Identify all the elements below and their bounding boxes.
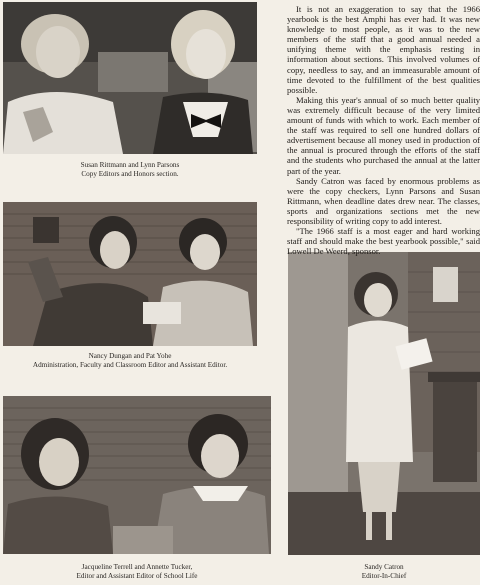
- photo-catron: [288, 252, 480, 555]
- caption-photo3-names: Jacqueline Terrell and Annette Tucker,: [81, 563, 193, 571]
- caption-photo2: [3, 352, 257, 370]
- caption-photo2-role: Administration, Faculty and Classroom Editor and Assistant Editor.: [32, 361, 228, 369]
- photo-terrell-tucker: [3, 396, 271, 554]
- caption-photo4: [288, 563, 480, 581]
- caption-photo4-role: Editor-In-Chief: [361, 572, 407, 580]
- caption-photo3: [3, 563, 271, 581]
- caption-photo1: [3, 161, 257, 179]
- caption-photo4-name: Sandy Catron: [364, 563, 404, 571]
- article-paragraph: Sandy Catron was faced by enormous problems as were the copy checkers, Lynn Parsons and Susan Rittmann, when deadline dates drew near. The classes, sports and organizations sections met the new responsibility of writing copy to add interest.: [287, 175, 480, 226]
- article-text: [287, 4, 480, 256]
- article-paragraph: Making this year's annual of so much better quality was extremely difficult because of the very limited amount of funds with which to work. Each member of the staff was required to sell one hundred dollars of advertisement because all money used in production of the annual is procured through the efforts of the staff and the students who purchased the annual at the latter part of the year.: [287, 94, 480, 176]
- caption-photo1-names: Susan Rittmann and Lynn Parsons: [80, 161, 180, 169]
- caption-photo1-role: Copy Editors and Honors section.: [81, 170, 179, 178]
- photo-rittmann-parsons: [3, 2, 257, 154]
- caption-photo2-names: Nancy Dungan and Pat Yohe: [88, 352, 172, 360]
- caption-photo3-role: Editor and Assistant Editor of School Life: [76, 572, 198, 580]
- photo-dungan-yohe: [3, 202, 257, 346]
- article-paragraph: "The 1966 staff is a most eager and hard working staff and should make the best yearbook possible," said Lowell De Weerd, sponsor.: [287, 226, 480, 257]
- article-paragraph: It is not an exaggeration to say that the 1966 yearbook is the best Amphi has ever had. It was new knowledge to most people, as it was to the new members of the staff that a good annual needed a unifying theme with the emphasis resting in information about sections. This involved volumes of copy, needless to say, and an immeasurable amount of time devoted to the fulfillment of the best qualities possible.: [287, 4, 480, 95]
